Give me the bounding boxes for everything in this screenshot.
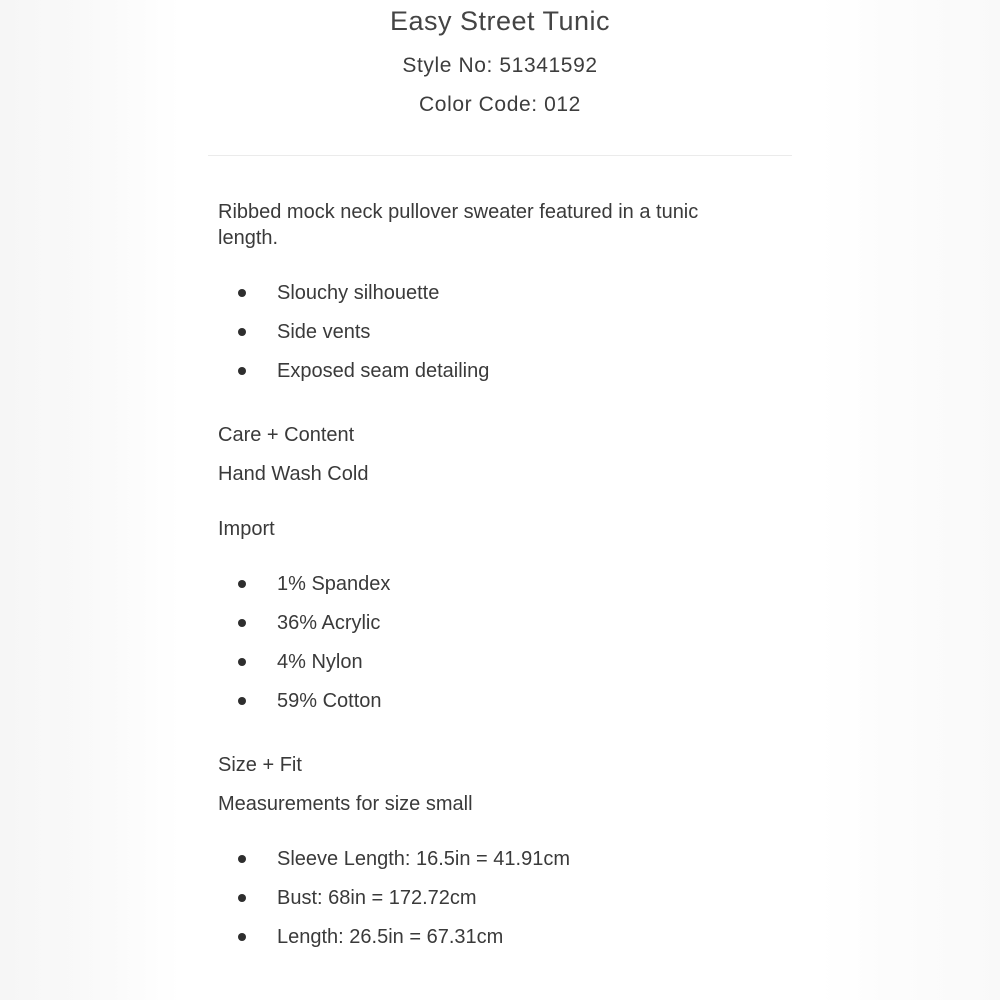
material-text: 4% Nylon [277, 651, 363, 673]
header-divider [208, 155, 792, 156]
measurement-text: Sleeve Length: 16.5in = 41.91cm [277, 848, 570, 870]
feature-list [218, 280, 758, 397]
color-code: Color Code: 012 [419, 93, 581, 116]
materials-list [218, 571, 758, 727]
fit-heading: Size + Fit [218, 754, 302, 776]
bullet-icon [238, 328, 246, 336]
spacer [218, 830, 758, 846]
bullet-icon [238, 894, 246, 902]
right-background-shade [820, 0, 1000, 1000]
product-details [218, 199, 758, 988]
feature-text: Side vents [277, 321, 371, 343]
list-item [218, 688, 758, 727]
spacer [218, 555, 758, 571]
care-instruction: Hand Wash Cold [218, 463, 369, 485]
list-item [218, 571, 758, 610]
product-description: Ribbed mock neck pullover sweater featured in a tunic length. [218, 201, 699, 249]
bullet-icon [238, 289, 246, 297]
bullet-icon [238, 855, 246, 863]
left-background-shade [0, 0, 180, 1000]
list-item [218, 649, 758, 688]
bullet-icon [238, 367, 246, 375]
list-item [218, 924, 758, 963]
bullet-icon [238, 580, 246, 588]
bullet-icon [238, 933, 246, 941]
measurement-text: Length: 26.5in = 67.31cm [277, 926, 504, 948]
style-number: Style No: 51341592 [402, 54, 598, 77]
origin-label: Import [218, 518, 275, 540]
list-item [218, 885, 758, 924]
bullet-icon [238, 658, 246, 666]
list-item [218, 280, 758, 319]
list-item [218, 846, 758, 885]
product-title: Easy Street Tunic [389, 6, 611, 36]
care-heading: Care + Content [218, 424, 355, 446]
material-text: 36% Acrylic [277, 612, 381, 634]
list-item [218, 610, 758, 649]
fit-subheading: Measurements for size small [218, 793, 473, 815]
list-item [218, 358, 758, 397]
bullet-icon [238, 697, 246, 705]
material-text: 1% Spandex [277, 573, 391, 595]
feature-text: Exposed seam detailing [277, 360, 490, 382]
measurements-list [218, 846, 758, 963]
feature-text: Slouchy silhouette [277, 282, 440, 304]
measurement-text: Bust: 68in = 172.72cm [277, 887, 477, 909]
bullet-icon [238, 619, 246, 627]
list-item [218, 319, 758, 358]
material-text: 59% Cotton [277, 690, 382, 712]
spacer [218, 500, 758, 516]
